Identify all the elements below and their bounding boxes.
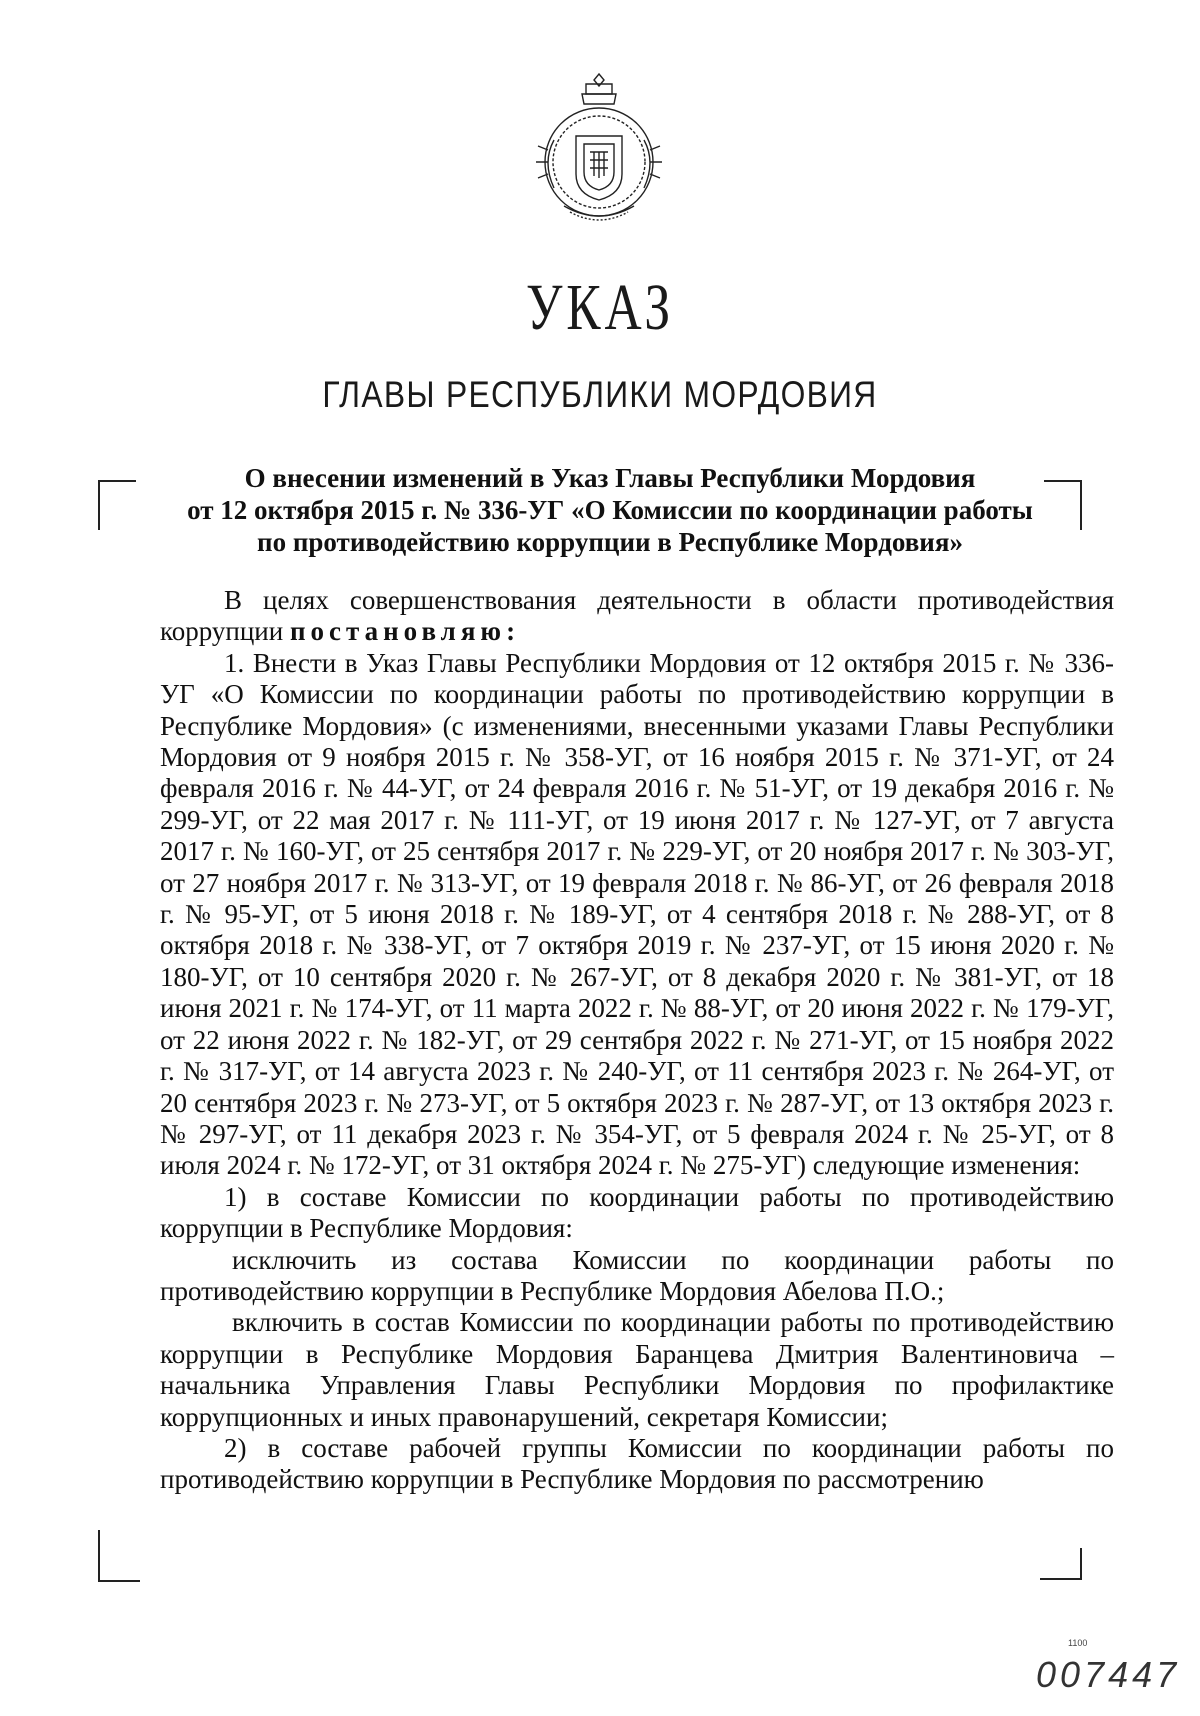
- include-paragraph: включить в состав Комиссии по координации работы по противодействию коррупции в Республике Мордовия Баранцева Дмитрия Валентиновича – начальника Управления Главы Республики Мордовия по профилактике коррупционных и иных правонарушений, секретаря Комиссии;: [160, 1307, 1114, 1432]
- item-1-paragraph: 1. Внести в Указ Главы Республики Мордовия от 12 октября 2015 г. № 336-УГ «О Комиссии по координации работы по противодействию коррупции в Республике Мордовия» (с изменениями, внесенными указами Главы Республики Мордовия от 9 ноября 2015 г. № 358-УГ, от 16 ноября 2015 г. № 371-УГ, от 24 февраля 2016 г. № 44-УГ, от 24 февраля 2016 г. № 51-УГ, от 19 декабря 2016 г. № 299-УГ, от 22 мая 2017 г. № 111-УГ, от 19 июня 2017 г. № 127-УГ, от 7 августа 2017 г. № 160-УГ, от 25 сентября 2017 г. № 229-УГ, от 20 ноября 2017 г. № 303-УГ, от 27 ноября 2017 г. № 313-УГ, от 19 февраля 2018 г. № 86-УГ, от 26 февраля 2018 г. № 95-УГ, от 5 июня 2018 г. № 189-УГ, от 4 сентября 2018 г. № 288-УГ, от 8 октября 2018 г. № 338-УГ, от 7 октября 2019 г. № 237-УГ, от 15 июня 2020 г. № 180-УГ, от 10 сентября 2020 г. № 267-УГ, от 8 декабря 2020 г. № 381-УГ, от 18 июня 2021 г. № 174-УГ, от 11 марта 2022 г. № 88-УГ, от 20 июня 2022 г. № 179-УГ, от 22 июня 2022 г. № 182-УГ, от 29 сентября 2022 г. № 271-УГ, от 15 ноября 2022 г. № 317-УГ, от 14 августа 2023 г. № 240-УГ, от 11 сентября 2023 г. № 264-УГ, от 20 сентября 2023 г. № 273-УГ, от 5 октября 2023 г. № 287-УГ, от 13 октября 2023 г. № 297-УГ, от 11 декабря 2023 г. № 354-УГ, от 5 февраля 2024 г. № 25-УГ, от 8 июля 2024 г. № 172-УГ, от 31 октября 2024 г. № 275-УГ) следующие изменения:: [160, 647, 1114, 1181]
- document-heading: [150, 462, 1070, 558]
- document-body: [160, 585, 1114, 1496]
- corner-mark-top-left: [98, 480, 136, 530]
- decree-word: постановляю:: [289, 616, 521, 647]
- issuer-subtitle: ГЛАВЫ РЕСПУБЛИКИ МОРДОВИЯ: [322, 374, 878, 415]
- serial-number: 007447: [1036, 1654, 1181, 1695]
- stamp-label: 1100: [1068, 1638, 1088, 1648]
- corner-mark-bottom-left: [98, 1530, 140, 1582]
- subitem-2-paragraph: 2) в составе рабочей группы Комиссии по координации работы по противодействию коррупции в Республике Мордовия по рассмотрению: [160, 1432, 1114, 1495]
- intro-text: В целях совершенствования деятельности в области противодействия коррупции: [160, 585, 1114, 647]
- heading-line: по противодействию коррупции в Республике Мордовия»: [257, 527, 963, 557]
- exclude-paragraph: исключить из состава Комиссии по координации работы по противодействию коррупции в Республике Мордовия Абелова П.О.;: [160, 1244, 1114, 1306]
- heading-line: от 12 октября 2015 г. № 336-УГ «О Комиссии по координации работы: [187, 495, 1033, 525]
- intro-paragraph: [160, 585, 1114, 648]
- coat-of-arms-icon: [524, 70, 674, 230]
- heading-line: О внесении изменений в Указ Главы Республики Мордовия: [244, 463, 976, 493]
- subitem-1-paragraph: 1) в составе Комиссии по координации работы по противодействию коррупции в Республике Мордовия:: [160, 1181, 1114, 1244]
- corner-mark-bottom-right: [1040, 1548, 1082, 1580]
- document-type-title: УКАЗ: [525, 271, 675, 344]
